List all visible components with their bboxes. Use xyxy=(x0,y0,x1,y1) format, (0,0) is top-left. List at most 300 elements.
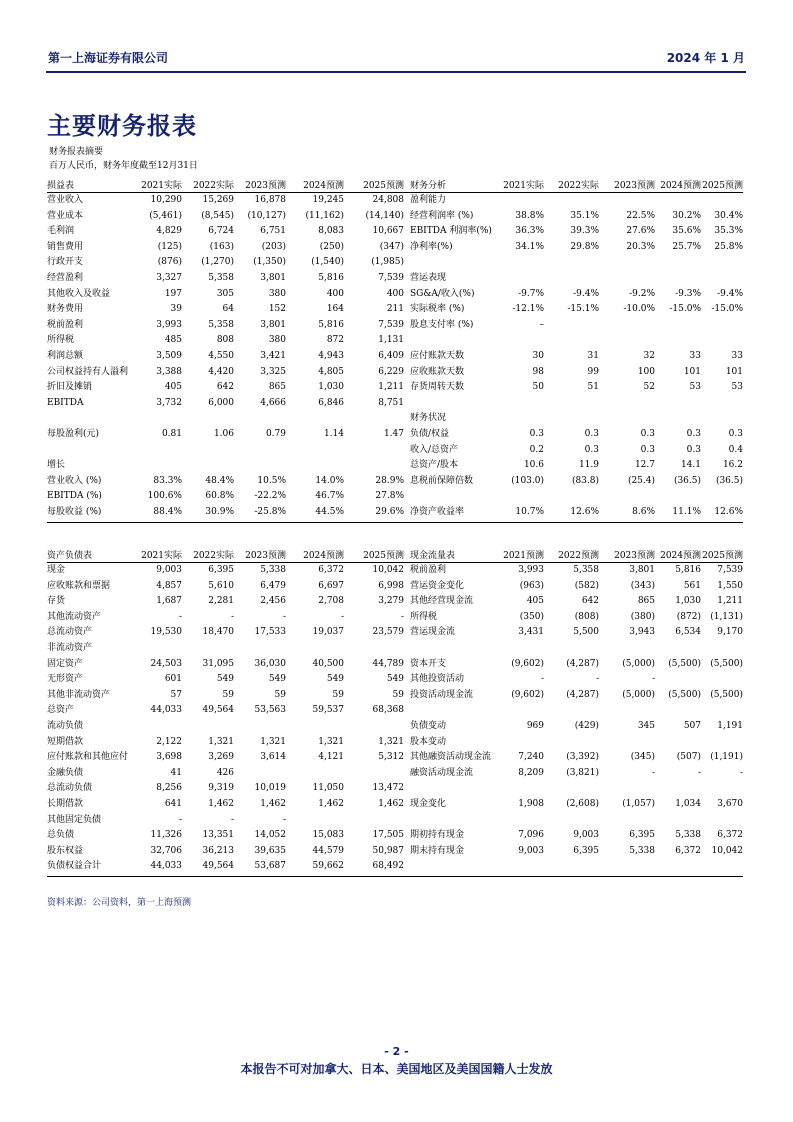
cell-value: 2,708 xyxy=(318,596,344,607)
cell-value: 6,409 xyxy=(378,351,404,361)
table-row xyxy=(47,766,743,781)
cell-value: 100.6% xyxy=(147,491,182,502)
cell-value: 44,033 xyxy=(150,705,182,716)
row-label: SG&A/收入(%) xyxy=(410,288,475,299)
cell-value: (1,057) xyxy=(622,799,655,809)
cell-value: 19,037 xyxy=(312,627,344,638)
cell-value: 11,050 xyxy=(312,783,344,794)
cell-value: (125) xyxy=(157,241,182,252)
cell-value: 30.9% xyxy=(205,507,234,517)
header-rule xyxy=(46,71,746,73)
cell-value: 1,191 xyxy=(717,721,743,731)
cell-value: 9,170 xyxy=(717,627,743,638)
cell-value: 0.81 xyxy=(161,429,182,439)
row-label: 股东权益 xyxy=(47,845,84,856)
cell-value: -9.4% xyxy=(717,288,743,299)
cell-value: 33 xyxy=(731,351,743,361)
cell-value: 6,998 xyxy=(378,580,404,591)
cell-value: (5,000) xyxy=(622,689,655,700)
cell-value: 10,042 xyxy=(711,845,743,856)
table-row xyxy=(47,563,743,578)
cell-value: 40,500 xyxy=(312,658,344,669)
cell-value: 11,326 xyxy=(150,830,182,841)
row-label: 无形资产 xyxy=(47,674,84,685)
cell-value: (5,461) xyxy=(149,210,182,221)
cell-value: 11.1% xyxy=(672,507,701,517)
table-row xyxy=(47,781,743,796)
cell-value: 36,213 xyxy=(202,845,234,856)
row-label: 融资活动现金流 xyxy=(410,767,474,778)
cell-value: (1,270) xyxy=(201,257,234,268)
table-row xyxy=(47,719,743,734)
cell-value: 0.3 xyxy=(584,429,599,439)
column-header: 2022预测 xyxy=(558,551,599,561)
cell-value: 14.1 xyxy=(680,460,701,471)
column-header: 2023预测 xyxy=(245,181,286,191)
cell-value: (350) xyxy=(519,611,544,622)
cell-value: 6,395 xyxy=(629,830,655,841)
cell-value: 1,462 xyxy=(208,799,234,809)
cell-value: (36.5) xyxy=(715,475,743,486)
cell-value: 6,534 xyxy=(675,627,701,638)
cell-value: 0.3 xyxy=(686,429,701,439)
cell-value: 507 xyxy=(683,721,701,731)
cell-value: 1,462 xyxy=(260,799,286,809)
table-row xyxy=(47,797,743,812)
row-label: 每股收益 (%) xyxy=(47,507,102,517)
cell-value: 5,816 xyxy=(675,565,701,575)
cell-value: 4,420 xyxy=(208,366,234,377)
cell-value: 36.3% xyxy=(515,226,544,237)
cell-value: 49,564 xyxy=(202,705,234,716)
cell-value: 10,290 xyxy=(150,195,182,205)
row-label: 负债权益合计 xyxy=(47,861,102,872)
page-number: - 2 - xyxy=(384,1045,409,1058)
table-row xyxy=(47,396,743,411)
table-row xyxy=(47,703,743,718)
cell-value: - xyxy=(540,674,544,685)
cell-value: 12.6% xyxy=(714,507,743,517)
cell-value: 1.47 xyxy=(383,429,404,439)
cell-value: 10,667 xyxy=(372,226,404,237)
cell-value: 1,211 xyxy=(378,382,404,393)
row-label: 其他融资活动现金流 xyxy=(410,752,492,763)
cell-value: (876) xyxy=(157,257,182,268)
cell-value: (36.5) xyxy=(673,475,701,486)
row-label: EBITDA xyxy=(47,397,84,408)
cell-value: 5,338 xyxy=(675,830,701,841)
cell-value: 549 xyxy=(268,674,286,685)
cell-value: 8,751 xyxy=(378,397,404,408)
cell-value: (345) xyxy=(630,752,655,763)
cell-value: 345 xyxy=(637,721,655,731)
cell-value: - xyxy=(178,814,182,825)
cell-value: 39,635 xyxy=(254,845,286,856)
table-rule xyxy=(47,876,743,877)
cell-value: 35.1% xyxy=(570,210,599,221)
cell-value: 3,325 xyxy=(260,366,286,377)
cell-value: 44.5% xyxy=(315,507,344,517)
cell-value: 152 xyxy=(268,304,286,315)
cell-value: 6,697 xyxy=(318,580,344,591)
row-label: 营业收入 (%) xyxy=(47,475,102,486)
cell-value: (11,162) xyxy=(305,210,344,221)
cell-value: 59 xyxy=(222,689,234,700)
row-label: 实际税率 (%) xyxy=(410,304,465,315)
cell-value: (14,140) xyxy=(365,210,404,221)
cell-value: 98 xyxy=(532,366,544,377)
row-label: 增长 xyxy=(47,460,66,471)
table-row xyxy=(47,318,743,333)
cell-value: -22.2% xyxy=(254,491,286,502)
row-label: 投资活动现金流 xyxy=(410,689,474,700)
table-row xyxy=(47,505,743,520)
cell-value: 3,509 xyxy=(156,351,182,361)
cell-value: 400 xyxy=(386,288,404,299)
cell-value: 9,003 xyxy=(573,830,599,841)
cell-value: 12.6% xyxy=(570,507,599,517)
cell-value: (3,821) xyxy=(566,767,599,778)
cell-value: 197 xyxy=(164,288,182,299)
table-row xyxy=(47,594,743,609)
cell-value: 10,019 xyxy=(254,783,286,794)
cell-value: 1,131 xyxy=(378,335,404,346)
row-label: 行政开支 xyxy=(47,257,84,268)
cell-value: - xyxy=(739,767,743,778)
cell-value: 7,096 xyxy=(518,830,544,841)
cell-value: 30.4% xyxy=(714,210,743,221)
cell-value: 865 xyxy=(268,382,286,393)
row-label: 所得税 xyxy=(410,611,438,622)
column-header: 2024预测 xyxy=(303,551,344,561)
row-label: 息税前保障倍数 xyxy=(410,475,474,486)
row-label: 期初持有现金 xyxy=(410,830,465,841)
cell-value: 405 xyxy=(164,382,182,393)
column-header: 2024预测 xyxy=(660,181,701,191)
table-row xyxy=(47,844,743,859)
cell-value: 426 xyxy=(216,767,234,778)
cell-value: (1,540) xyxy=(311,257,344,268)
cell-value: 4,943 xyxy=(318,351,344,361)
cell-value: (4,287) xyxy=(566,689,599,700)
row-label: 营业成本 xyxy=(47,210,84,221)
cell-value: 1,034 xyxy=(675,799,701,809)
cell-value: 3,801 xyxy=(260,319,286,330)
cell-value: 3,943 xyxy=(629,627,655,638)
cell-value: 59 xyxy=(332,689,344,700)
cell-value: 15,083 xyxy=(312,830,344,841)
cell-value: 10.7% xyxy=(515,507,544,517)
row-label: 存货 xyxy=(47,596,66,607)
cell-value: (250) xyxy=(319,241,344,252)
cell-value: 14,052 xyxy=(254,830,286,841)
row-label: 财务费用 xyxy=(47,304,84,315)
cell-value: 4,829 xyxy=(156,226,182,237)
cell-value: - xyxy=(651,674,655,685)
cell-value: 8,209 xyxy=(518,767,544,778)
table-row xyxy=(47,579,743,594)
row-label: 每股盈利(元) xyxy=(47,429,100,439)
cell-value: 53,563 xyxy=(254,705,286,716)
cell-value: (203) xyxy=(261,241,286,252)
cell-value: 3,327 xyxy=(156,273,182,283)
cell-value: 865 xyxy=(637,596,655,607)
cell-value: 3,993 xyxy=(156,319,182,330)
cell-value: 305 xyxy=(216,288,234,299)
cell-value: 7,539 xyxy=(378,319,404,330)
cell-value: (5,000) xyxy=(622,658,655,669)
cell-value: 5,358 xyxy=(573,565,599,575)
cell-value: 59,537 xyxy=(312,705,344,716)
cell-value: 5,358 xyxy=(208,319,234,330)
cell-value: 1,462 xyxy=(378,799,404,809)
cell-value: 48.4% xyxy=(205,475,234,486)
cell-value: 59 xyxy=(274,689,286,700)
cell-value: 16,878 xyxy=(254,195,286,205)
cell-value: 0.3 xyxy=(640,429,655,439)
cell-value: (1,350) xyxy=(253,257,286,268)
cell-value: 4,857 xyxy=(156,580,182,591)
table-row xyxy=(47,193,743,208)
cell-value: (5,500) xyxy=(710,689,743,700)
cell-value: 5,816 xyxy=(318,319,344,330)
cell-value: 24,503 xyxy=(150,658,182,669)
row-label: 其他固定负债 xyxy=(47,814,102,825)
row-label: 营业收入 xyxy=(47,195,84,205)
table-row xyxy=(47,255,743,270)
row-label: 税前盈利 xyxy=(47,319,84,330)
cell-value: 31,095 xyxy=(202,658,234,669)
cell-value: 35.6% xyxy=(672,226,701,237)
row-label: 盈利能力 xyxy=(410,195,447,205)
cell-value: (5,500) xyxy=(668,658,701,669)
row-label: 收入/总资产 xyxy=(410,444,459,455)
cell-value: 2,122 xyxy=(156,736,182,747)
cell-value: 19,245 xyxy=(312,195,344,205)
cell-value: 59,662 xyxy=(312,861,344,872)
cell-value: -12.1% xyxy=(512,304,544,315)
cell-value: 1,211 xyxy=(717,596,743,607)
row-label: 其他流动资产 xyxy=(47,611,102,622)
cell-value: 3,269 xyxy=(208,752,234,763)
cell-value: 29.6% xyxy=(375,507,404,517)
cell-value: 549 xyxy=(326,674,344,685)
table-row xyxy=(47,365,743,380)
cell-value: 4,805 xyxy=(318,366,344,377)
table-row xyxy=(47,287,743,302)
row-label: 其他非流动资产 xyxy=(47,689,111,700)
cell-value: 561 xyxy=(683,580,701,591)
column-header: 2023预测 xyxy=(245,551,286,561)
cell-value: 0.3 xyxy=(640,444,655,455)
row-label: 固定资产 xyxy=(47,658,84,669)
table-section-title: 财务分析 xyxy=(410,181,447,191)
column-header: 2025预测 xyxy=(702,181,743,191)
cell-value: 6,395 xyxy=(573,845,599,856)
row-label: 财务状况 xyxy=(410,413,447,424)
cell-value: -9.7% xyxy=(518,288,544,299)
cell-value: 44,789 xyxy=(372,658,404,669)
table-row xyxy=(47,641,743,656)
table-row xyxy=(47,458,743,473)
cell-value: (380) xyxy=(630,611,655,622)
row-label: 经营盈利 xyxy=(47,273,84,283)
cell-value: - xyxy=(340,611,344,622)
cell-value: 88.4% xyxy=(153,507,182,517)
table-row xyxy=(47,813,743,828)
cell-value: 3,732 xyxy=(156,397,182,408)
cell-value: 32 xyxy=(643,351,655,361)
table-section-title: 损益表 xyxy=(47,181,75,191)
distribution-disclaimer: 本报告不可对加拿大、日本、美国地区及美国国籍人士发放 xyxy=(240,1062,553,1076)
cell-value: 10.5% xyxy=(257,475,286,486)
cell-value: 31 xyxy=(587,351,599,361)
cell-value: 11.9 xyxy=(578,460,599,471)
row-label: 负债变动 xyxy=(410,721,447,731)
cell-value: 3,670 xyxy=(717,799,743,809)
cell-value: - xyxy=(282,814,286,825)
table-row xyxy=(47,224,743,239)
summary-label: 财务报表摘要 xyxy=(49,147,104,157)
cell-value: 60.8% xyxy=(205,491,234,502)
cell-value: 100 xyxy=(637,366,655,377)
cell-value: 18,470 xyxy=(202,627,234,638)
cell-value: 5,312 xyxy=(378,752,404,763)
cell-value: 38.8% xyxy=(515,210,544,221)
cell-value: 0.3 xyxy=(529,429,544,439)
cell-value: 485 xyxy=(164,335,182,346)
cell-value: 642 xyxy=(581,596,599,607)
cell-value: (4,287) xyxy=(566,658,599,669)
cell-value: 601 xyxy=(164,674,182,685)
company-name: 第一上海证券有限公司 xyxy=(48,51,169,65)
page-title: 主要财务报表 xyxy=(47,112,197,140)
row-label: 营运资金变化 xyxy=(410,580,465,591)
cell-value: 6,395 xyxy=(208,565,234,575)
cell-value: 44,579 xyxy=(312,845,344,856)
row-label: 利润总额 xyxy=(47,351,84,361)
cell-value: 23,579 xyxy=(372,627,404,638)
cell-value: 3,993 xyxy=(518,565,544,575)
cell-value: 1,550 xyxy=(717,580,743,591)
cell-value: 7,240 xyxy=(518,752,544,763)
cell-value: – xyxy=(539,319,544,330)
cell-value: 0.2 xyxy=(529,444,544,455)
table-row xyxy=(47,489,743,504)
row-label: 非流动资产 xyxy=(47,643,93,653)
cell-value: 41 xyxy=(170,767,182,778)
cell-value: 5,610 xyxy=(208,580,234,591)
cell-value: 17,533 xyxy=(254,627,286,638)
cell-value: (103.0) xyxy=(511,475,544,486)
cell-value: 57 xyxy=(170,689,182,700)
table-row xyxy=(47,209,743,224)
cell-value: -25.8% xyxy=(254,507,286,517)
cell-value: 50,987 xyxy=(372,845,404,856)
table-row xyxy=(47,859,743,874)
cell-value: 549 xyxy=(386,674,404,685)
cell-value: 6,846 xyxy=(318,397,344,408)
row-label: 净资产收益率 xyxy=(410,507,465,517)
cell-value: 3,421 xyxy=(260,351,286,361)
table-row xyxy=(47,427,743,442)
row-label: 毛利润 xyxy=(47,226,75,237)
cell-value: 68,368 xyxy=(372,705,404,716)
cell-value: (5,500) xyxy=(710,658,743,669)
cell-value: -15.1% xyxy=(567,304,599,315)
cell-value: 34.1% xyxy=(515,241,544,252)
cell-value: 53 xyxy=(731,382,743,393)
cell-value: 101 xyxy=(725,366,743,377)
row-label: EBITDA (%) xyxy=(47,491,102,502)
row-label: 金融负债 xyxy=(47,767,84,778)
cell-value: 9,319 xyxy=(208,783,234,794)
table-row xyxy=(47,271,743,286)
cell-value: 3,388 xyxy=(156,366,182,377)
cell-value: - xyxy=(178,611,182,622)
row-label: 股本变动 xyxy=(410,736,447,747)
cell-value: (1,985) xyxy=(371,257,404,268)
cell-value: (343) xyxy=(630,580,655,591)
column-header: 2023预测 xyxy=(614,181,655,191)
cell-value: 2,281 xyxy=(208,596,234,607)
cell-value: (872) xyxy=(676,611,701,622)
row-label: 应付账款天数 xyxy=(410,351,465,361)
cell-value: 872 xyxy=(326,335,344,346)
cell-value: -9.2% xyxy=(629,288,655,299)
row-label: 流动负债 xyxy=(47,721,84,731)
cell-value: (25.4) xyxy=(627,475,655,486)
cell-value: 1,321 xyxy=(378,736,404,747)
cell-value: 12.7 xyxy=(634,460,655,471)
cell-value: 641 xyxy=(164,799,182,809)
cell-value: (808) xyxy=(574,611,599,622)
cell-value: 4,666 xyxy=(260,397,286,408)
column-header: 2025预测 xyxy=(363,181,404,191)
cell-value: (582) xyxy=(574,580,599,591)
table-row xyxy=(47,380,743,395)
row-label: 折旧及摊销 xyxy=(47,382,93,393)
row-label: 总流动负债 xyxy=(47,783,93,794)
row-label: 总资产/股本 xyxy=(410,460,459,471)
column-header: 2024预测 xyxy=(303,181,344,191)
cell-value: 35.3% xyxy=(714,226,743,237)
cell-value: (963) xyxy=(519,580,544,591)
table-row xyxy=(47,411,743,426)
table-row xyxy=(47,688,743,703)
row-label: 应收账款天数 xyxy=(410,366,465,377)
cell-value: 20.3% xyxy=(626,241,655,252)
cell-value: -10.0% xyxy=(623,304,655,315)
cell-value: -15.0% xyxy=(669,304,701,315)
cell-value: 1,908 xyxy=(518,799,544,809)
column-header: 2021实际 xyxy=(503,181,544,191)
row-label: 股息支付率 (%) xyxy=(410,319,474,330)
cell-value: 25.8% xyxy=(714,241,743,252)
cell-value: - xyxy=(282,611,286,622)
cell-value: 30 xyxy=(532,351,544,361)
column-header: 2025预测 xyxy=(702,551,743,561)
cell-value: 99 xyxy=(587,366,599,377)
cell-value: 405 xyxy=(526,596,544,607)
table-rule xyxy=(47,522,743,523)
cell-value: - xyxy=(400,611,404,622)
table-row xyxy=(47,302,743,317)
cell-value: 380 xyxy=(268,335,286,346)
cell-value: 6,372 xyxy=(318,565,344,575)
cell-value: 17,505 xyxy=(372,830,404,841)
table-row xyxy=(47,657,743,672)
